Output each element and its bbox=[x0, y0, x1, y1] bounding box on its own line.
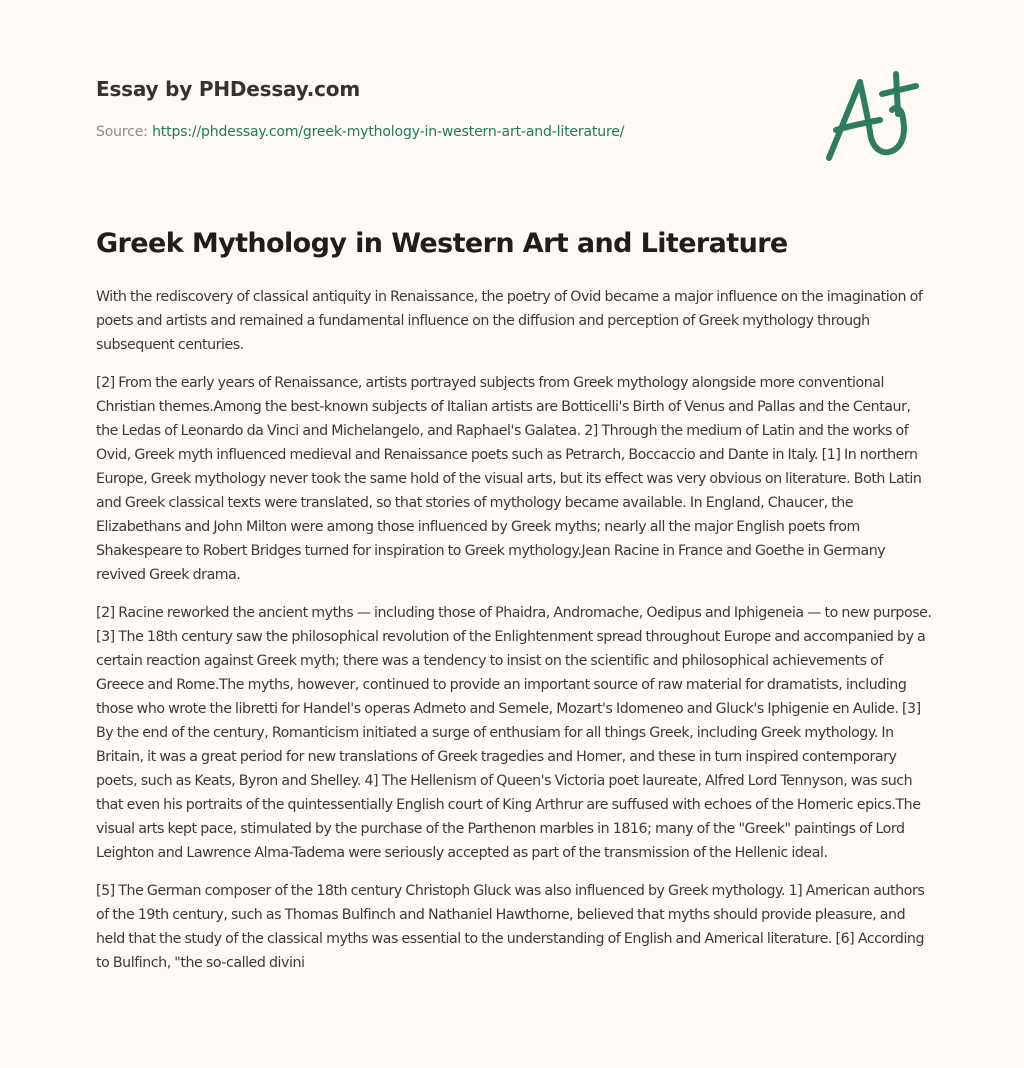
article-paragraph: [5] The German composer of the 18th century Christoph Gluck was also influenced by Greek mythology. 1] American authors of the 19th century, such as Thomas Bulfinch and Nathaniel Hawthorne, believed that myths should provide pleasure, and held that the study of the classical myths was essential to the understanding of English and Americal literature. [6] According to Bulfinch, "the so-called divini bbox=[96, 883, 925, 971]
source-link[interactable]: https://phdessay.com/greek-mythology-in-western-art-and-literature/ bbox=[152, 124, 625, 140]
brand-title: Essay by PHDessay.com bbox=[96, 77, 360, 101]
article-title: Greek Mythology in Western Art and Literature bbox=[96, 228, 788, 259]
article-paragraph: With the rediscovery of classical antiquity in Renaissance, the poetry of Ovid became a major influence on the imagination of poets and artists and remained a fundamental influence on the diffusion and perception of Greek mythology through subsequent centuries. bbox=[96, 289, 923, 353]
article-body bbox=[96, 285, 932, 989]
article-paragraph: [2] Racine reworked the ancient myths — including those of Phaidra, Andromache, Oedipus and Iphigeneia — to new purpose. [3] The 18th century saw the philosophical revolution of the Enlightenment spread throughout Europe and accompanied by a certain reaction against Greek myth; there was a tendency to insist on the scientific and philosophical achievements of Greece and Rome.The myths, however, continued to provide an important source of raw material for dramatists, including those who wrote the libretti for Handel's operas Admeto and Semele, Mozart's Idomeneo and Gluck's Iphigenie en Aulide. [3] By the end of the century, Romanticism initiated a surge of enthusiam for all things Greek, including Greek mythology. In Britain, it was a great period for new translations of Greek tragedies and Homer, and these in turn inspired contemporary poets, such as Keats, Byron and Shelley. 4] The Hellenism of Queen's Victoria poet laureate, Alfred Lord Tennyson, was such that even his portraits of the quintessentially English court of King Arthrur are suffused with echoes of the Homeric epics.The visual arts kept pace, stimulated by the purchase of the Parthenon marbles in 1816; many of the "Greek" paintings of Lord Leighton and Lawrence Alma-Tadema were seriously accepted as part of the transmission of the Hellenic ideal. bbox=[96, 605, 932, 861]
source-label: Source: bbox=[96, 124, 153, 140]
page-header bbox=[96, 74, 796, 142]
source-line bbox=[96, 122, 796, 142]
a-plus-grade-icon bbox=[820, 66, 930, 166]
article-paragraph: [2] From the early years of Renaissance, artists portrayed subjects from Greek mythology alongside more conventional Christian themes.Among the best-known subjects of Italian artists are Botticelli's Birth of Venus and Pallas and the Centaur, the Ledas of Leonardo da Vinci and Michelangelo, and Raphael's Galatea. 2] Through the medium of Latin and the works of Ovid, Greek myth influenced medieval and Renaissance poets such as Petrarch, Boccaccio and Dante in Italy. [1] In northern Europe, Greek mythology never took the same hold of the visual arts, but its effect was very obvious on literature. Both Latin and Greek classical texts were translated, so that stories of mythology became available. In England, Chaucer, the Elizabethans and John Milton were among those influenced by Greek myths; nearly all the major English poets from Shakespeare to Robert Bridges turned for inspiration to Greek mythology.Jean Racine in France and Goethe in Germany revived Greek drama. bbox=[96, 375, 922, 583]
